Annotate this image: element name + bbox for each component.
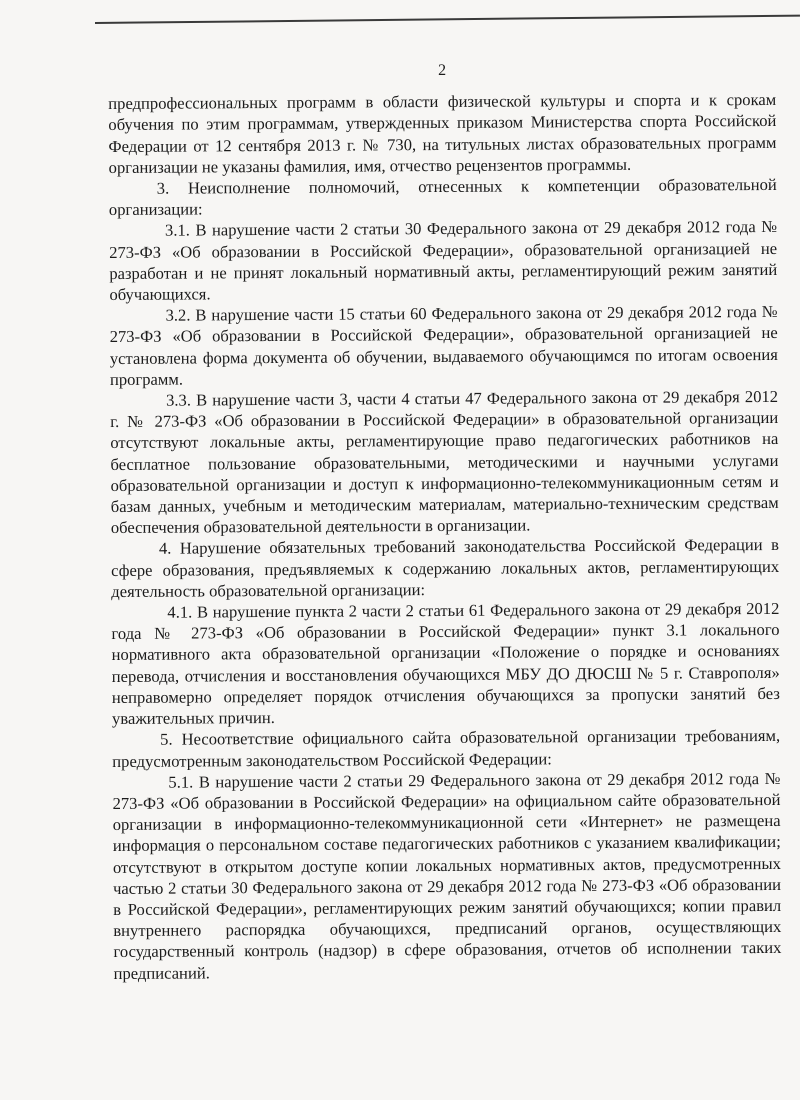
scan-edge-line [95, 15, 800, 24]
paragraph-section-4: 4. Нарушение обязательных требований законодательства Российской Федерации в сфере образования, предъявляемых к содержанию локальных актов, регламентирующих деятельность образовательной организации: [111, 535, 780, 601]
document-page [108, 58, 782, 984]
paragraph-3-2: 3.2. В нарушение части 15 статьи 60 Федерального закона от 29 декабря 2012 года № 273-ФЗ «Об образовании в Российской Федерации», образовательной организацией не установлена форма документа об обучении, выдаваемого обучающимся по итогам освоения программ. [109, 302, 778, 389]
paragraph-section-3: 3. Неисполнение полномочий, отнесенных к компетенции образовательной организации: [108, 174, 777, 220]
paragraph-3-3: 3.3. В нарушение части 3, части 4 статьи 47 Федерального закона от 29 декабря 2012 г. № 273-ФЗ «Об образовании в Российской Федерации» в образовательной организации отсутствуют локальные акты, регламентирующие право педагогических работников на бесплатное пользование образовательными, методическими и научными услугами образовательной организации и доступ к информационно-телекоммуникационным сетям и базам данных, учебным и методическим материалам, материально-техническим средствам обеспечения образовательной деятельности в организации. [110, 386, 779, 538]
paragraph-3-1: 3.1. В нарушение части 2 статьи 30 Федерального закона от 29 декабря 2012 года № 273-ФЗ «Об образовании в Российской Федерации», образовательной организацией не разработан и не принят локальный нормативный акты, регламентирующий режим занятий обучающихся. [109, 217, 778, 305]
paragraph-5-1: 5.1. В нарушение части 2 статьи 29 Федерального закона от 29 декабря 2012 года № 273-ФЗ «Об образовании в Российской Федерации» на официальном сайте образовательной организации в информационно-телекоммуникационной сети «Интернет» не размещена информация о персональном составе педагогических работников с указанием квалификации; отсутствуют в открытом доступе копии локальных нормативных актов, предусмотренных частью 2 статьи 30 Федерального закона от 29 декабря 2012 года № 273-ФЗ «Об образовании в Российской Федерации», регламентирующих режим занятий обучающихся; копии правил внутреннего распорядка обучающихся, предписаний органов, осуществляющих государственный контроль (надзор) в сфере образования, отчетов об исполнении таких предписаний. [112, 768, 782, 983]
paragraph-4-1: 4.1. В нарушение пункта 2 части 2 статьи 61 Федерального закона от 29 декабря 2012 года № 273-ФЗ «Об образовании в Российской Федерации» пункт 3.1 локального нормативного акта образовательной организации «Положение о порядке и основаниях перевода, отчисления и восстановления обучающихся МБУ ДО ДЮСШ № 5 г. Ставрополя» неправомерно определяет порядок отчисления обучающихся за пропуски занятий без уважительных причин. [111, 598, 780, 729]
paragraph-continuation: предпрофессиональных программ в области физической культуры и спорта и к срокам обучения по этим программам, утвержденных приказом Министерства спорта Российской Федерации от 12 сентября 2013 г. № 730, на титульных листах образовательных программ организации не указаны фамилия, имя, отчество рецензентов программы. [108, 90, 777, 177]
paragraph-section-5: 5. Несоответствие официального сайта образовательной организации требованиям, предусмотренным законодательством Российской Федерации: [112, 726, 781, 771]
page-number: 2 [438, 61, 447, 79]
